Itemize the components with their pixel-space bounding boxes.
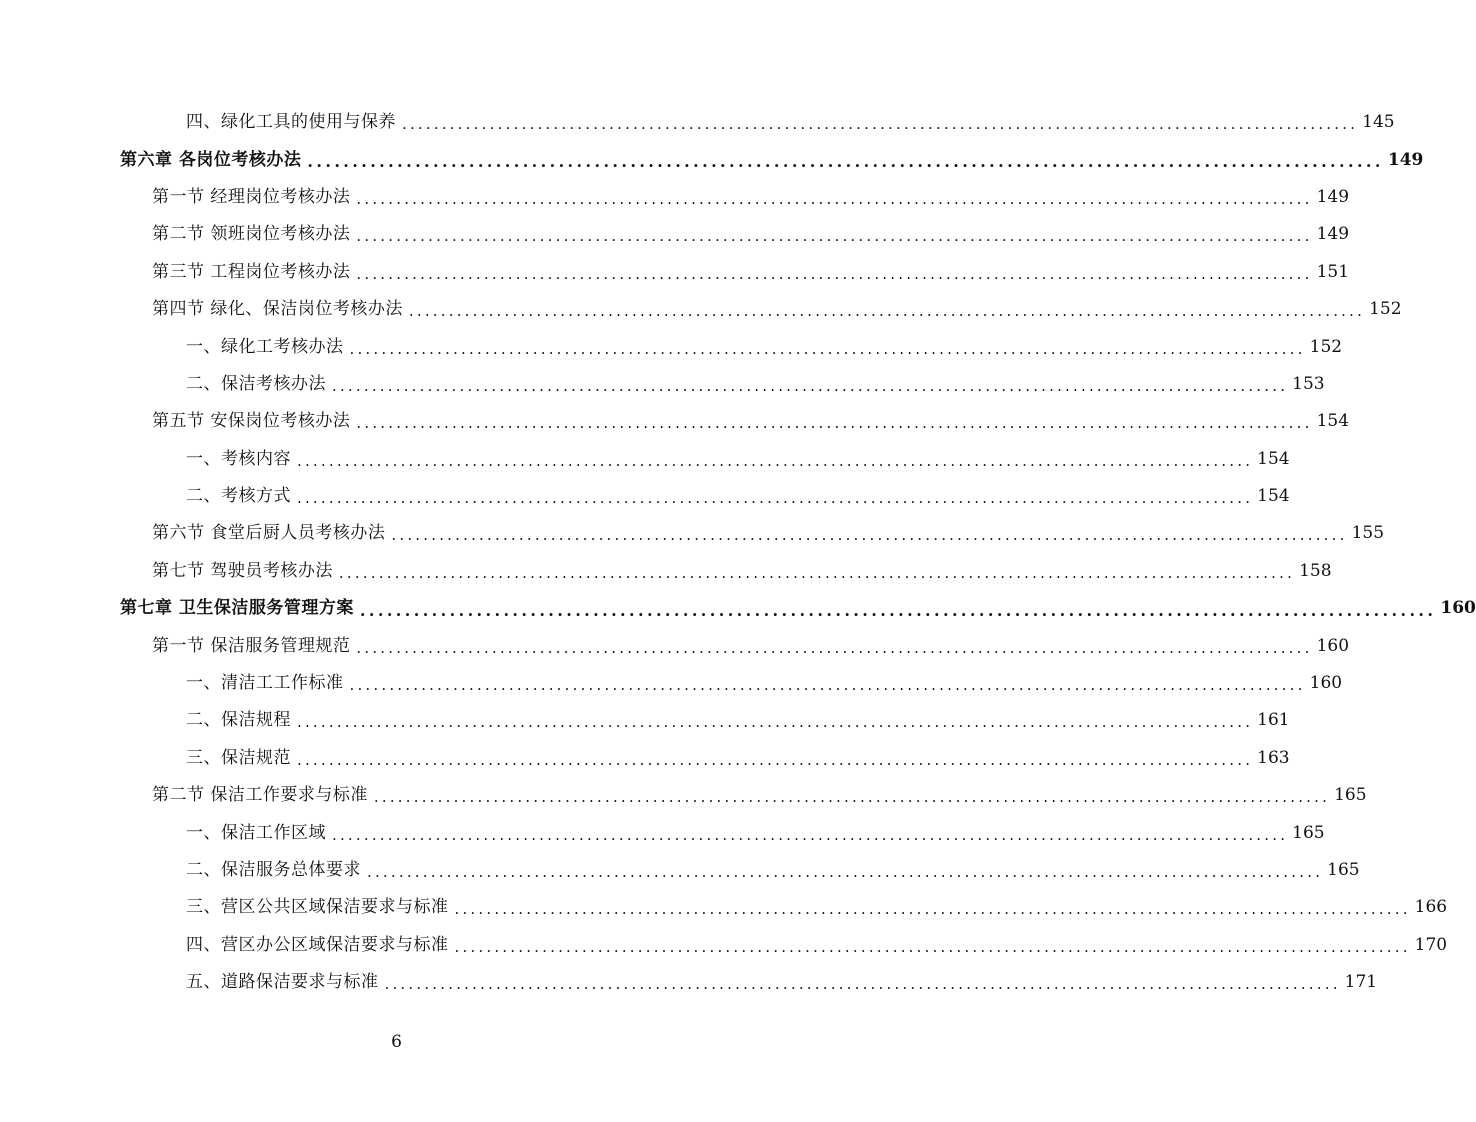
toc-dot-leader: ........................................................................................................................	[356, 227, 1313, 246]
toc-subsection-entry[interactable]	[0, 889, 1448, 926]
toc-chapter-entry[interactable]	[0, 590, 1476, 627]
toc-dot-leader: ........................................................................................................................	[402, 115, 1359, 134]
toc-entry-title: 三、营区公共区域保洁要求与标准	[186, 897, 449, 918]
toc-entry-page: 152	[1309, 336, 1343, 357]
toc-dot-leader: ........................................................................................................................	[356, 414, 1313, 433]
toc-entry-page: 145	[1362, 112, 1395, 133]
toc-entry-page: 163	[1257, 747, 1290, 768]
toc-entry-title: 第七章 卫生保洁服务管理方案	[120, 598, 354, 619]
toc-section-entry[interactable]	[0, 179, 1350, 216]
toc-entry-title: 一、保洁工作区域	[186, 822, 326, 843]
toc-entry-title: 第五节 安保岗位考核办法	[152, 411, 351, 432]
toc-entry-page: 165	[1334, 785, 1367, 806]
toc-dot-leader: ........................................................................................................................	[349, 339, 1306, 358]
toc-entry-title: 第一节 经理岗位考核办法	[152, 186, 351, 207]
toc-entry-title: 三、保洁规范	[186, 747, 291, 768]
page-number: 6	[391, 1032, 402, 1052]
toc-entry-title: 第二节 保洁工作要求与标准	[152, 785, 368, 806]
toc-dot-leader: ........................................................................................................................	[307, 152, 1384, 172]
toc-entry-page: 152	[1369, 299, 1402, 320]
toc-dot-leader: ........................................................................................................................	[391, 526, 1348, 545]
toc-entry-page: 155	[1351, 523, 1385, 544]
toc-entry-title: 第六节 食堂后厨人员考核办法	[152, 523, 386, 544]
toc-entry-page: 149	[1387, 149, 1424, 170]
toc-entry-page: 160	[1440, 598, 1476, 619]
toc-dot-leader: ........................................................................................................................	[297, 451, 1254, 470]
toc-chapter-entry[interactable]	[0, 141, 1424, 178]
toc-entry-title: 二、保洁服务总体要求	[186, 860, 361, 880]
toc-entry-title: 一、清洁工工作标准	[186, 673, 344, 694]
toc-entry-title: 第七节 驾驶员考核办法	[152, 560, 333, 581]
toc-entry-page: 165	[1292, 822, 1325, 843]
toc-dot-leader: ........................................................................................................................	[332, 376, 1289, 395]
toc-section-entry[interactable]	[0, 777, 1367, 814]
toc-subsection-entry[interactable]	[0, 366, 1325, 403]
toc-entry-title: 一、绿化工考核办法	[186, 336, 344, 357]
toc-entry-title: 二、保洁规程	[186, 710, 291, 731]
toc-dot-leader: ........................................................................................................................	[373, 788, 1331, 807]
toc-subsection-entry[interactable]	[0, 665, 1343, 702]
toc-section-entry[interactable]	[0, 291, 1402, 328]
toc-entry-page: 160	[1309, 673, 1343, 694]
toc-dot-leader: ........................................................................................................................	[356, 264, 1313, 283]
toc-subsection-entry[interactable]	[0, 814, 1325, 851]
toc-entry-page: 154	[1316, 411, 1350, 432]
toc-section-entry[interactable]	[0, 216, 1350, 253]
toc-entry-page: 161	[1257, 710, 1290, 731]
toc-entry-title: 一、考核内容	[186, 448, 291, 469]
toc-section-entry[interactable]	[0, 254, 1350, 291]
toc-dot-leader: ........................................................................................................................	[454, 900, 1411, 919]
toc-dot-leader: ........................................................................................................................	[297, 713, 1254, 732]
toc-entry-title: 四、营区办公区域保洁要求与标准	[186, 934, 449, 955]
toc-subsection-entry[interactable]	[0, 702, 1290, 739]
toc-entry-page: 151	[1316, 261, 1350, 282]
toc-dot-leader: ........................................................................................................................	[359, 600, 1437, 620]
toc-entry-page: 149	[1316, 186, 1350, 207]
toc-subsection-entry[interactable]	[0, 328, 1343, 365]
toc-dot-leader: ........................................................................................................................	[408, 302, 1366, 321]
toc-entry-page: 165	[1327, 860, 1360, 880]
toc-entry-page: 153	[1292, 373, 1325, 394]
toc-entry-title: 四、绿化工具的使用与保养	[186, 112, 396, 133]
toc-subsection-entry[interactable]	[0, 927, 1448, 964]
toc-entry-title: 第四节 绿化、保洁岗位考核办法	[152, 299, 403, 320]
toc-section-entry[interactable]	[0, 403, 1350, 440]
toc-subsection-entry[interactable]	[0, 441, 1290, 478]
toc-dot-leader: ........................................................................................................................	[332, 825, 1289, 844]
toc-entry-page: 160	[1316, 635, 1350, 656]
toc-section-entry[interactable]	[0, 553, 1332, 590]
toc-section-entry[interactable]	[0, 627, 1350, 664]
toc-dot-leader: ........................................................................................................................	[384, 975, 1341, 994]
toc-dot-leader: ........................................................................................................................	[367, 863, 1324, 881]
toc-entry-page: 170	[1414, 934, 1448, 955]
toc-dot-leader: ........................................................................................................................	[356, 189, 1313, 208]
toc-dot-leader: ........................................................................................................................	[349, 676, 1306, 695]
toc-entry-page: 149	[1316, 224, 1350, 245]
toc-section-entry[interactable]	[0, 515, 1385, 552]
table-of-contents	[0, 104, 1476, 1001]
toc-entry-title: 第一节 保洁服务管理规范	[152, 635, 351, 656]
toc-dot-leader: ........................................................................................................................	[356, 638, 1313, 657]
toc-entry-page: 166	[1414, 897, 1448, 918]
toc-entry-page: 154	[1257, 448, 1290, 469]
toc-dot-leader: ........................................................................................................................	[297, 750, 1254, 769]
toc-entry-title: 第二节 领班岗位考核办法	[152, 224, 351, 245]
toc-dot-leader: ........................................................................................................................	[454, 937, 1411, 956]
toc-entry-title: 五、道路保洁要求与标准	[186, 972, 379, 993]
toc-entry-page: 154	[1257, 486, 1290, 507]
toc-entry-page: 158	[1299, 560, 1332, 581]
toc-subsection-entry[interactable]	[0, 478, 1290, 515]
toc-subsection-entry[interactable]	[0, 964, 1378, 1001]
toc-dot-leader: ........................................................................................................................	[338, 563, 1296, 582]
toc-subsection-entry[interactable]	[0, 740, 1290, 777]
toc-subsection-entry[interactable]	[0, 104, 1395, 141]
toc-entry-page: 171	[1344, 972, 1378, 993]
toc-entry-title: 二、考核方式	[186, 486, 291, 507]
toc-entry-title: 第三节 工程岗位考核办法	[152, 261, 351, 282]
toc-entry-title: 第六章 各岗位考核办法	[120, 149, 302, 170]
toc-subsection-entry[interactable]	[0, 852, 1360, 889]
toc-dot-leader: ........................................................................................................................	[297, 489, 1254, 508]
toc-entry-title: 二、保洁考核办法	[186, 373, 326, 394]
